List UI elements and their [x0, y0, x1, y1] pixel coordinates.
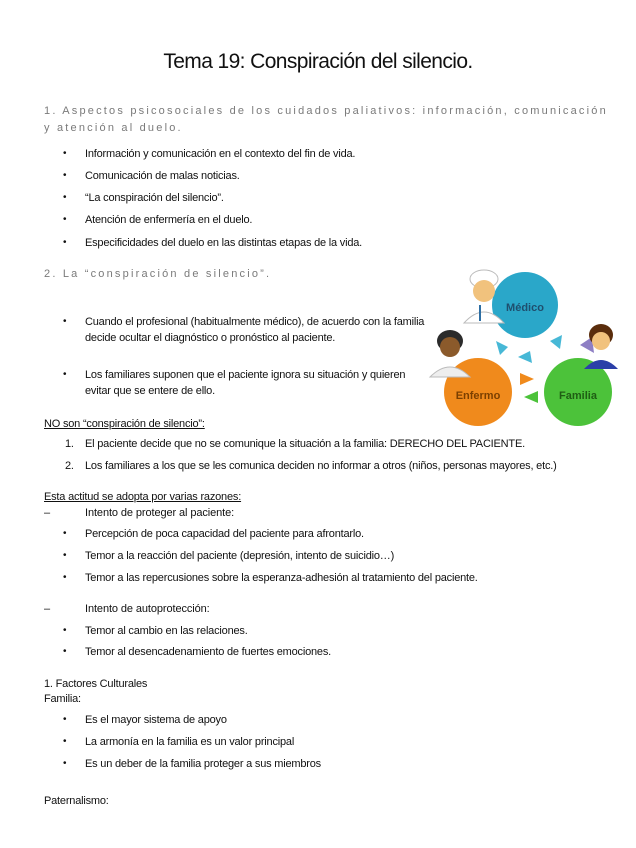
relationship-diagram: [400, 265, 620, 430]
factores-heading: 1. Factores Culturales: [44, 678, 148, 690]
medico-label: Médico: [506, 302, 544, 314]
enfermo-label: Enfermo: [455, 390, 501, 402]
paternalismo-heading: Paternalismo:: [44, 795, 109, 807]
section-1-heading: 1. Aspectos psicosociales de los cuidados paliativos: información, comunicación y atención al duelo.: [44, 105, 608, 134]
section-2-heading: 2. La “conspiración de silencio”.: [44, 268, 272, 280]
no-son-heading: NO son “conspiración de silencio”:: [44, 418, 205, 430]
page-title: Tema 19: Conspiración del silencio.: [163, 50, 473, 73]
familia-label: Familia: [559, 390, 597, 402]
razones-heading: Esta actitud se adopta por varias razones:: [44, 491, 242, 503]
familia-subheading: Familia:: [44, 693, 81, 705]
